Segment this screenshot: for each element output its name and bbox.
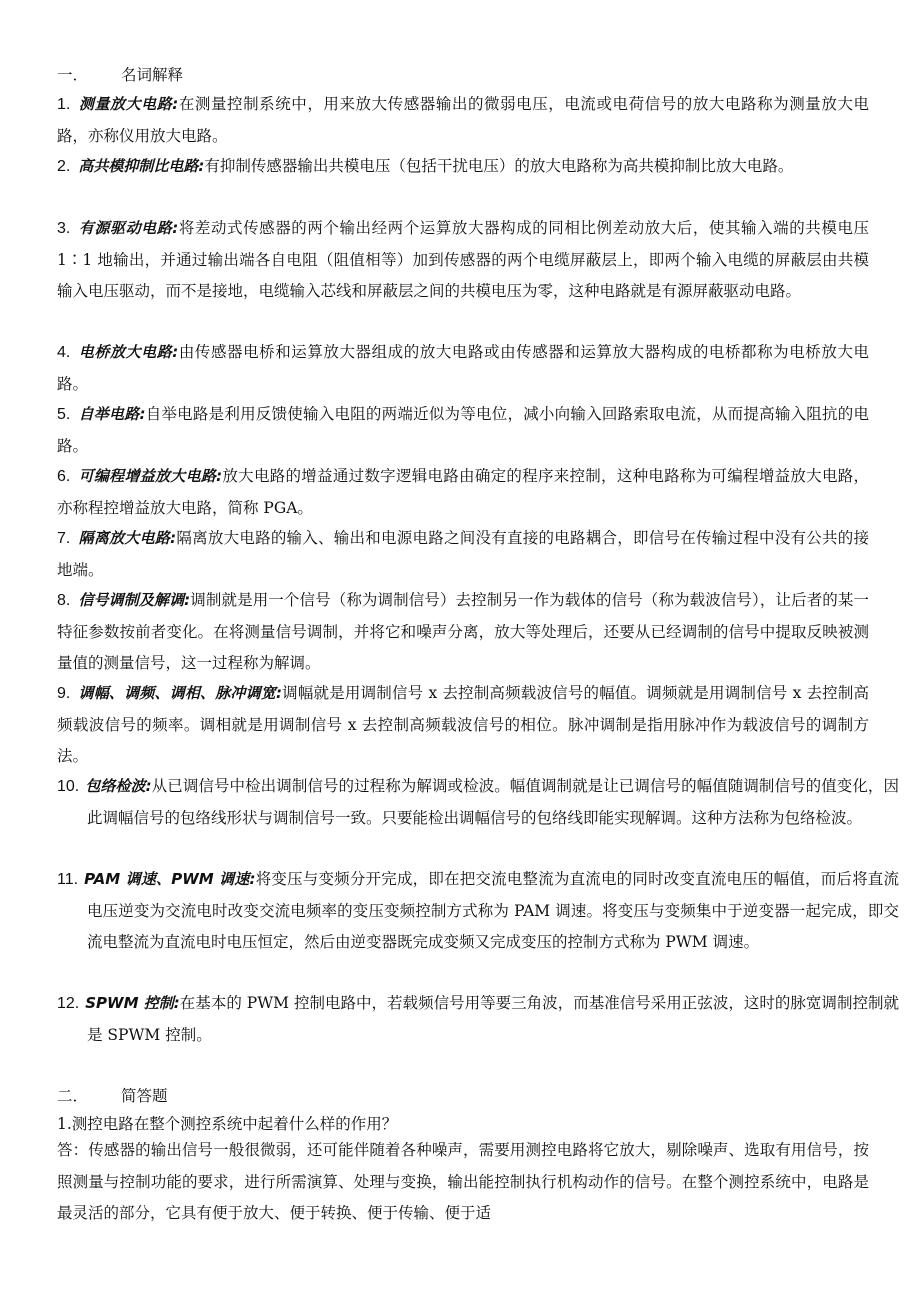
term-item-10	[57, 771, 899, 834]
term-item-7	[57, 523, 869, 586]
item-number: 3.	[57, 220, 71, 237]
item-number: 8.	[57, 592, 71, 609]
item-number: 9.	[57, 685, 71, 702]
item-definition: 从已调信号中检出调制信号的过程称为解调或检波。幅值调制就是让已调信号的幅值随调制信号的值变化，因此调幅信号的包络线形状与调制信号一致。只要能检出调幅信号的包络线即能实现解调。这种方法称为包络检波。	[87, 777, 899, 827]
item-term: 隔离放大电路:	[78, 529, 177, 547]
item-number: 6.	[57, 468, 71, 485]
item-definition: 调幅就是用调制信号 x 去控制高频载波信号的幅值。调频就是用调制信号 x 去控制高频载波信号的频率。调相就是用调制信号 x 去控制高频载波信号的相位。脉冲调制是指用脉冲作为载波信号的调制方法。	[57, 684, 870, 765]
section-title: 名词解释	[121, 66, 184, 84]
item-definition: 由传感器电桥和运算放大器组成的放大电路或由传感器和运算放大器构成的电桥都称为电桥放大电路。	[57, 343, 870, 393]
item-term: 高共模抑制比电路:	[78, 157, 205, 175]
answer-1: 答：传感器的输出信号一般很微弱，还可能伴随着各种噪声，需要用测控电路将它放大，剔除噪声、选取有用信号，按照测量与控制功能的要求，进行所需演算、处理与变换，输出能控制执行机构动作的信号。在整个测控系统中，电路是最灵活的部分，它具有便于放大、便于转换、便于传输、便于适	[57, 1141, 869, 1222]
section-number: 二．	[57, 1087, 89, 1105]
item-number: 12.	[57, 995, 80, 1012]
item-term: 调幅、调频、调相、脉冲调宽:	[78, 684, 282, 702]
item-definition: 调制就是用一个信号（称为调制信号）去控制另一作为载体的信号（称为载波信号），让后者的某一特征参数按前者变化。在将测量信号调制，并将它和噪声分离，放大等处理后，还要从已经调制的信号中提取反映被测量值的测量信号，这一过程称为解调。	[57, 591, 870, 672]
term-item-9	[57, 678, 869, 773]
term-item-4	[57, 337, 869, 400]
item-term: 包络检波:	[85, 777, 152, 795]
item-number: 7.	[57, 530, 71, 547]
term-item-8	[57, 585, 869, 680]
item-term: SPWM 控制:	[85, 994, 180, 1012]
item-definition: 放大电路的增益通过数字逻辑电路由确定的程序来控制，这种电路称为可编程增益放大电路，亦称程控增益放大电路，简称 PGA。	[57, 467, 869, 517]
item-number: 4.	[57, 344, 71, 361]
item-definition: 隔离放大电路的输入、输出和电源电路之间没有直接的电路耦合，即信号在传输过程中没有公共的接地端。	[57, 529, 869, 579]
term-item-11	[57, 864, 899, 959]
item-definition: 在基本的 PWM 控制电路中，若载频信号用等要三角波，而基准信号采用正弦波，这时的脉宽调制控制就是 SPWM 控制。	[87, 994, 899, 1044]
item-number: 2.	[57, 158, 71, 175]
item-number: 1.	[57, 96, 71, 113]
term-item-5	[57, 399, 869, 462]
item-term: 信号调制及解调:	[78, 591, 191, 609]
item-definition: 有抑制传感器输出共模电压（包括干扰电压）的放大电路称为高共模抑制比放大电路。	[204, 157, 794, 175]
item-term: 自举电路:	[78, 405, 146, 423]
item-term: 电桥放大电路:	[78, 343, 179, 361]
item-term: 测量放大电路:	[78, 95, 179, 113]
item-number: 10.	[57, 778, 80, 795]
item-definition: 将变压与变频分开完成，即在把交流电整流为直流电的同时改变直流电压的幅值，而后将直流电压逆变为交流电时改变交流电频率的变压变频控制方式称为 PAM 调速。将变压与变频集中于逆变器一起完成，即交流电整流为直流电时电压恒定，然后由逆变器既完成变频又完成变压的控制方式称为 PWM 调速。	[87, 870, 899, 951]
item-number: 5.	[57, 406, 71, 423]
term-item-12	[57, 988, 899, 1051]
section-heading-1	[57, 64, 183, 86]
item-definition: 将差动式传感器的两个输出经两个运算放大器构成的同相比例差动放大后，使其输入端的共模电压 1∶1 地输出，并通过输出端各自电阻（阻值相等）加到传感器的两个电缆屏蔽层上，即两个输入电缆的屏蔽层由共模输入电压驱动，而不是接地，电缆输入芯线和屏蔽层之间的共模电压为零，这种电路就是有源屏蔽驱动电路。	[57, 219, 870, 300]
item-term: 可编程增益放大电路:	[78, 467, 223, 485]
section-title: 简答题	[121, 1087, 168, 1105]
term-item-1	[57, 89, 869, 152]
item-definition: 自举电路是利用反馈使输入电阻的两端近似为等电位，减小向输入回路索取电流，从而提高输入阻抗的电路。	[57, 405, 869, 455]
section-heading-2	[57, 1085, 168, 1107]
term-item-3	[57, 213, 869, 308]
item-term: PAM 调速、PWM 调速:	[84, 870, 256, 888]
term-item-2	[57, 151, 869, 183]
item-number: 11.	[57, 871, 79, 888]
item-definition: 在测量控制系统中，用来放大传感器输出的微弱电压，电流或电荷信号的放大电路称为测量放大电路，亦称仪用放大电路。	[57, 95, 870, 145]
section-number: 一．	[57, 66, 89, 84]
question-1: 1.测控电路在整个测控系统中起着什么样的作用？	[57, 1115, 398, 1133]
term-item-6	[57, 461, 869, 524]
item-term: 有源驱动电路:	[78, 219, 179, 237]
